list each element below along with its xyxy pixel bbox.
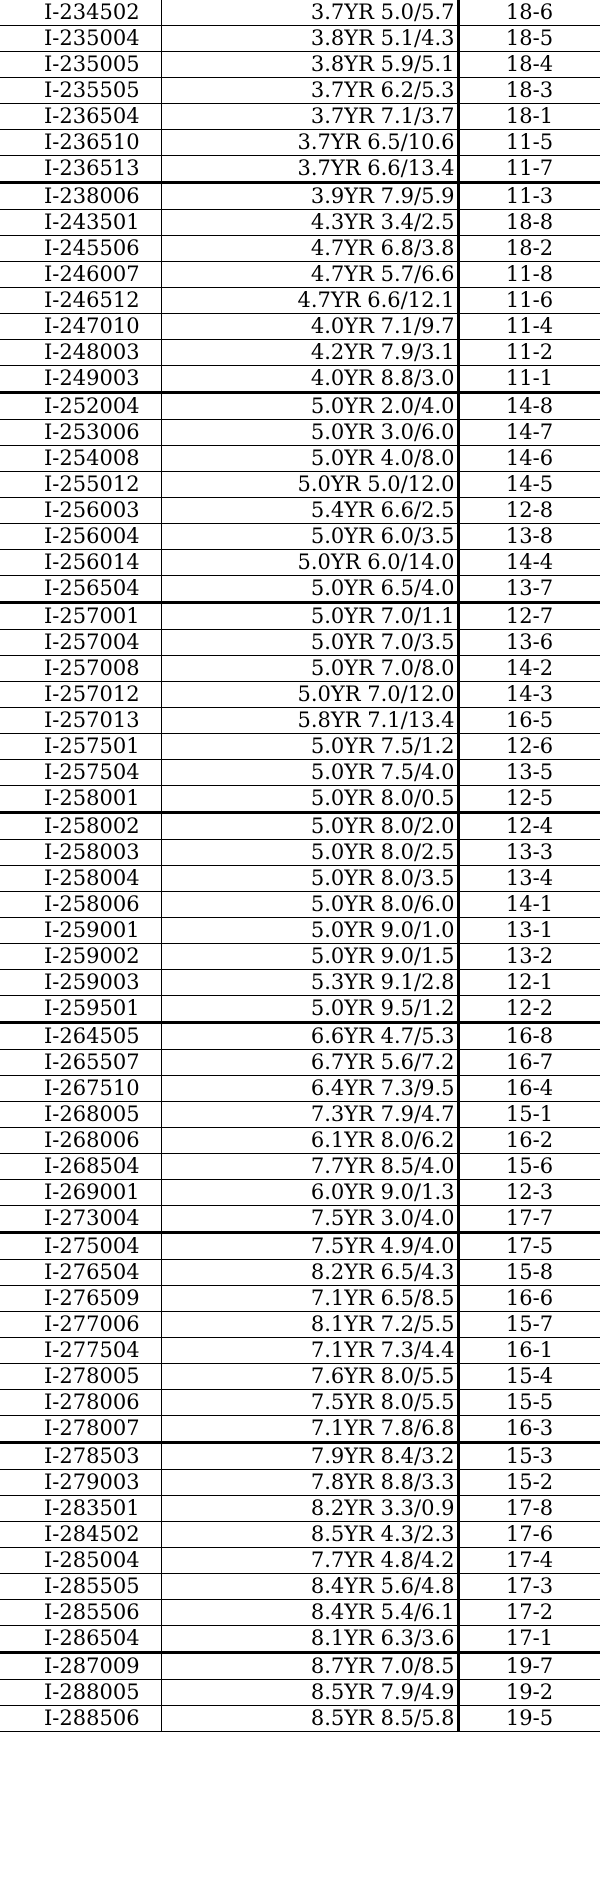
cell-color-code[interactable]: I-259001: [0, 918, 161, 944]
cell-munsell-value[interactable]: 4.7YR 6.8/3.8: [161, 236, 458, 262]
cell-munsell-value[interactable]: 3.8YR 5.1/4.3: [161, 26, 458, 52]
cell-color-code[interactable]: I-265507: [0, 1050, 161, 1076]
cell-color-code[interactable]: I-277006: [0, 1312, 161, 1338]
cell-munsell-value[interactable]: 7.5YR 4.9/4.0: [161, 1233, 458, 1260]
table-row[interactable]: [0, 1626, 600, 1653]
cell-color-code[interactable]: I-278007: [0, 1416, 161, 1443]
cell-position[interactable]: 13-6: [458, 630, 600, 656]
cell-color-code[interactable]: I-275004: [0, 1233, 161, 1260]
table-row[interactable]: [0, 813, 600, 840]
table-row[interactable]: [0, 314, 600, 340]
cell-position[interactable]: 12-3: [458, 1180, 600, 1206]
cell-position[interactable]: 12-8: [458, 498, 600, 524]
cell-munsell-value[interactable]: 5.0YR 3.0/6.0: [161, 420, 458, 446]
cell-munsell-value[interactable]: 5.0YR 9.5/1.2: [161, 996, 458, 1023]
cell-color-code[interactable]: I-246512: [0, 288, 161, 314]
cell-munsell-value[interactable]: 8.1YR 7.2/5.5: [161, 1312, 458, 1338]
cell-munsell-value[interactable]: 7.8YR 8.8/3.3: [161, 1470, 458, 1496]
cell-munsell-value[interactable]: 5.0YR 8.0/6.0: [161, 892, 458, 918]
cell-color-code[interactable]: I-273004: [0, 1206, 161, 1233]
cell-color-code[interactable]: I-247010: [0, 314, 161, 340]
cell-position[interactable]: 11-6: [458, 288, 600, 314]
cell-color-code[interactable]: I-256004: [0, 524, 161, 550]
cell-color-code[interactable]: I-257504: [0, 760, 161, 786]
cell-position[interactable]: 15-2: [458, 1470, 600, 1496]
cell-position[interactable]: 15-5: [458, 1390, 600, 1416]
cell-position[interactable]: 11-1: [458, 366, 600, 393]
cell-color-code[interactable]: I-257008: [0, 656, 161, 682]
cell-position[interactable]: 17-1: [458, 1626, 600, 1653]
cell-position[interactable]: 12-7: [458, 603, 600, 630]
cell-munsell-value[interactable]: 8.2YR 3.3/0.9: [161, 1496, 458, 1522]
cell-color-code[interactable]: I-249003: [0, 366, 161, 393]
cell-color-code[interactable]: I-236510: [0, 130, 161, 156]
cell-position[interactable]: 17-7: [458, 1206, 600, 1233]
table-row[interactable]: [0, 840, 600, 866]
cell-color-code[interactable]: I-258003: [0, 840, 161, 866]
cell-color-code[interactable]: I-235004: [0, 26, 161, 52]
table-row[interactable]: [0, 656, 600, 682]
cell-position[interactable]: 14-2: [458, 656, 600, 682]
table-row[interactable]: [0, 340, 600, 366]
table-row[interactable]: [0, 524, 600, 550]
table-row[interactable]: [0, 1416, 600, 1443]
cell-position[interactable]: 16-7: [458, 1050, 600, 1076]
cell-munsell-value[interactable]: 6.7YR 5.6/7.2: [161, 1050, 458, 1076]
table-row[interactable]: [0, 1364, 600, 1390]
cell-munsell-value[interactable]: 3.7YR 6.5/10.6: [161, 130, 458, 156]
cell-position[interactable]: 11-5: [458, 130, 600, 156]
cell-position[interactable]: 19-5: [458, 1706, 600, 1732]
cell-munsell-value[interactable]: 4.0YR 8.8/3.0: [161, 366, 458, 393]
cell-munsell-value[interactable]: 5.0YR 8.0/2.0: [161, 813, 458, 840]
table-row[interactable]: [0, 210, 600, 236]
cell-munsell-value[interactable]: 4.0YR 7.1/9.7: [161, 314, 458, 340]
cell-color-code[interactable]: I-252004: [0, 393, 161, 420]
cell-munsell-value[interactable]: 5.0YR 6.5/4.0: [161, 576, 458, 603]
table-row[interactable]: [0, 498, 600, 524]
table-row[interactable]: [0, 1574, 600, 1600]
cell-position[interactable]: 17-3: [458, 1574, 600, 1600]
cell-color-code[interactable]: I-276504: [0, 1260, 161, 1286]
cell-munsell-value[interactable]: 7.6YR 8.0/5.5: [161, 1364, 458, 1390]
cell-color-code[interactable]: I-257001: [0, 603, 161, 630]
cell-munsell-value[interactable]: 5.0YR 7.5/1.2: [161, 734, 458, 760]
cell-munsell-value[interactable]: 5.8YR 7.1/13.4: [161, 708, 458, 734]
cell-color-code[interactable]: I-285505: [0, 1574, 161, 1600]
cell-munsell-value[interactable]: 3.8YR 5.9/5.1: [161, 52, 458, 78]
cell-position[interactable]: 13-1: [458, 918, 600, 944]
cell-position[interactable]: 14-5: [458, 472, 600, 498]
table-row[interactable]: [0, 1390, 600, 1416]
cell-munsell-value[interactable]: 8.5YR 8.5/5.8: [161, 1706, 458, 1732]
table-row[interactable]: [0, 1496, 600, 1522]
cell-position[interactable]: 19-2: [458, 1680, 600, 1706]
cell-position[interactable]: 12-1: [458, 970, 600, 996]
cell-color-code[interactable]: I-276509: [0, 1286, 161, 1312]
table-row[interactable]: [0, 550, 600, 576]
cell-color-code[interactable]: I-288005: [0, 1680, 161, 1706]
cell-munsell-value[interactable]: 8.1YR 6.3/3.6: [161, 1626, 458, 1653]
cell-munsell-value[interactable]: 5.0YR 7.0/12.0: [161, 682, 458, 708]
table-row[interactable]: [0, 1076, 600, 1102]
cell-munsell-value[interactable]: 4.2YR 7.9/3.1: [161, 340, 458, 366]
cell-munsell-value[interactable]: 5.0YR 6.0/14.0: [161, 550, 458, 576]
cell-color-code[interactable]: I-255012: [0, 472, 161, 498]
cell-color-code[interactable]: I-256504: [0, 576, 161, 603]
cell-munsell-value[interactable]: 7.5YR 8.0/5.5: [161, 1390, 458, 1416]
cell-munsell-value[interactable]: 8.4YR 5.6/4.8: [161, 1574, 458, 1600]
table-row[interactable]: [0, 734, 600, 760]
cell-color-code[interactable]: I-258006: [0, 892, 161, 918]
cell-munsell-value[interactable]: 8.4YR 5.4/6.1: [161, 1600, 458, 1626]
cell-color-code[interactable]: I-258001: [0, 786, 161, 813]
table-row[interactable]: [0, 262, 600, 288]
table-row[interactable]: [0, 288, 600, 314]
cell-munsell-value[interactable]: 7.7YR 4.8/4.2: [161, 1548, 458, 1574]
cell-color-code[interactable]: I-284502: [0, 1522, 161, 1548]
cell-position[interactable]: 11-8: [458, 262, 600, 288]
cell-color-code[interactable]: I-257013: [0, 708, 161, 734]
table-row[interactable]: [0, 1023, 600, 1050]
cell-position[interactable]: 15-4: [458, 1364, 600, 1390]
table-row[interactable]: [0, 78, 600, 104]
table-row[interactable]: [0, 996, 600, 1023]
table-row[interactable]: [0, 104, 600, 130]
table-row[interactable]: [0, 918, 600, 944]
cell-munsell-value[interactable]: 8.5YR 4.3/2.3: [161, 1522, 458, 1548]
cell-position[interactable]: 12-4: [458, 813, 600, 840]
cell-position[interactable]: 15-3: [458, 1443, 600, 1470]
cell-munsell-value[interactable]: 7.1YR 7.3/4.4: [161, 1338, 458, 1364]
cell-color-code[interactable]: I-258002: [0, 813, 161, 840]
cell-position[interactable]: 17-6: [458, 1522, 600, 1548]
table-row[interactable]: [0, 944, 600, 970]
cell-munsell-value[interactable]: 5.0YR 8.0/2.5: [161, 840, 458, 866]
table-row[interactable]: [0, 0, 600, 26]
cell-munsell-value[interactable]: 6.1YR 8.0/6.2: [161, 1128, 458, 1154]
cell-munsell-value[interactable]: 4.7YR 6.6/12.1: [161, 288, 458, 314]
cell-munsell-value[interactable]: 5.0YR 5.0/12.0: [161, 472, 458, 498]
cell-color-code[interactable]: I-256014: [0, 550, 161, 576]
table-row[interactable]: [0, 603, 600, 630]
table-row[interactable]: [0, 1180, 600, 1206]
cell-position[interactable]: 12-6: [458, 734, 600, 760]
table-row[interactable]: [0, 1233, 600, 1260]
cell-position[interactable]: 18-8: [458, 210, 600, 236]
cell-munsell-value[interactable]: 7.7YR 8.5/4.0: [161, 1154, 458, 1180]
table-row[interactable]: [0, 130, 600, 156]
table-row[interactable]: [0, 1050, 600, 1076]
cell-color-code[interactable]: I-253006: [0, 420, 161, 446]
cell-munsell-value[interactable]: 5.0YR 9.0/1.5: [161, 944, 458, 970]
cell-position[interactable]: 18-3: [458, 78, 600, 104]
table-row[interactable]: [0, 1260, 600, 1286]
cell-position[interactable]: 17-8: [458, 1496, 600, 1522]
cell-position[interactable]: 17-5: [458, 1233, 600, 1260]
cell-position[interactable]: 16-2: [458, 1128, 600, 1154]
cell-color-code[interactable]: I-285506: [0, 1600, 161, 1626]
cell-color-code[interactable]: I-268504: [0, 1154, 161, 1180]
cell-color-code[interactable]: I-238006: [0, 183, 161, 210]
cell-munsell-value[interactable]: 5.0YR 7.0/8.0: [161, 656, 458, 682]
table-row[interactable]: [0, 1312, 600, 1338]
cell-color-code[interactable]: I-279003: [0, 1470, 161, 1496]
cell-position[interactable]: 15-7: [458, 1312, 600, 1338]
cell-position[interactable]: 11-2: [458, 340, 600, 366]
table-row[interactable]: [0, 1286, 600, 1312]
cell-color-code[interactable]: I-287009: [0, 1653, 161, 1680]
cell-munsell-value[interactable]: 5.0YR 7.5/4.0: [161, 760, 458, 786]
table-row[interactable]: [0, 1206, 600, 1233]
cell-position[interactable]: 17-4: [458, 1548, 600, 1574]
cell-position[interactable]: 18-5: [458, 26, 600, 52]
cell-color-code[interactable]: I-268006: [0, 1128, 161, 1154]
table-row[interactable]: [0, 236, 600, 262]
table-row[interactable]: [0, 786, 600, 813]
table-row[interactable]: [0, 472, 600, 498]
table-row[interactable]: [0, 708, 600, 734]
cell-color-code[interactable]: I-277504: [0, 1338, 161, 1364]
table-row[interactable]: [0, 1154, 600, 1180]
cell-position[interactable]: 12-2: [458, 996, 600, 1023]
cell-munsell-value[interactable]: 5.0YR 8.0/0.5: [161, 786, 458, 813]
cell-munsell-value[interactable]: 6.4YR 7.3/9.5: [161, 1076, 458, 1102]
cell-position[interactable]: 16-8: [458, 1023, 600, 1050]
cell-position[interactable]: 15-6: [458, 1154, 600, 1180]
cell-color-code[interactable]: I-264505: [0, 1023, 161, 1050]
cell-munsell-value[interactable]: 3.7YR 7.1/3.7: [161, 104, 458, 130]
cell-munsell-value[interactable]: 7.1YR 6.5/8.5: [161, 1286, 458, 1312]
cell-color-code[interactable]: I-268005: [0, 1102, 161, 1128]
cell-munsell-value[interactable]: 5.3YR 9.1/2.8: [161, 970, 458, 996]
cell-color-code[interactable]: I-267510: [0, 1076, 161, 1102]
cell-munsell-value[interactable]: 7.3YR 7.9/4.7: [161, 1102, 458, 1128]
table-row[interactable]: [0, 1653, 600, 1680]
cell-color-code[interactable]: I-259003: [0, 970, 161, 996]
table-row[interactable]: [0, 446, 600, 472]
cell-position[interactable]: 13-5: [458, 760, 600, 786]
cell-position[interactable]: 18-2: [458, 236, 600, 262]
cell-color-code[interactable]: I-246007: [0, 262, 161, 288]
cell-color-code[interactable]: I-235505: [0, 78, 161, 104]
cell-position[interactable]: 19-7: [458, 1653, 600, 1680]
cell-color-code[interactable]: I-285004: [0, 1548, 161, 1574]
table-row[interactable]: [0, 26, 600, 52]
cell-munsell-value[interactable]: 5.0YR 8.0/3.5: [161, 866, 458, 892]
cell-munsell-value[interactable]: 7.5YR 3.0/4.0: [161, 1206, 458, 1233]
table-row[interactable]: [0, 366, 600, 393]
cell-position[interactable]: 14-7: [458, 420, 600, 446]
cell-color-code[interactable]: I-257012: [0, 682, 161, 708]
table-row[interactable]: [0, 1706, 600, 1732]
table-row[interactable]: [0, 1102, 600, 1128]
table-row[interactable]: [0, 1548, 600, 1574]
cell-color-code[interactable]: I-234502: [0, 0, 161, 26]
cell-munsell-value[interactable]: 5.4YR 6.6/2.5: [161, 498, 458, 524]
cell-color-code[interactable]: I-278006: [0, 1390, 161, 1416]
cell-munsell-value[interactable]: 8.2YR 6.5/4.3: [161, 1260, 458, 1286]
cell-position[interactable]: 17-2: [458, 1600, 600, 1626]
cell-munsell-value[interactable]: 4.3YR 3.4/2.5: [161, 210, 458, 236]
cell-munsell-value[interactable]: 8.7YR 7.0/8.5: [161, 1653, 458, 1680]
cell-color-code[interactable]: I-278005: [0, 1364, 161, 1390]
table-row[interactable]: [0, 630, 600, 656]
cell-position[interactable]: 13-2: [458, 944, 600, 970]
table-row[interactable]: [0, 760, 600, 786]
cell-color-code[interactable]: I-245506: [0, 236, 161, 262]
cell-color-code[interactable]: I-257501: [0, 734, 161, 760]
cell-color-code[interactable]: I-259501: [0, 996, 161, 1023]
cell-color-code[interactable]: I-248003: [0, 340, 161, 366]
cell-munsell-value[interactable]: 8.5YR 7.9/4.9: [161, 1680, 458, 1706]
cell-munsell-value[interactable]: 3.7YR 6.6/13.4: [161, 156, 458, 183]
cell-munsell-value[interactable]: 6.6YR 4.7/5.3: [161, 1023, 458, 1050]
table-row[interactable]: [0, 420, 600, 446]
table-row[interactable]: [0, 866, 600, 892]
cell-munsell-value[interactable]: 5.0YR 7.0/3.5: [161, 630, 458, 656]
cell-munsell-value[interactable]: 5.0YR 9.0/1.0: [161, 918, 458, 944]
cell-munsell-value[interactable]: 5.0YR 2.0/4.0: [161, 393, 458, 420]
table-row[interactable]: [0, 393, 600, 420]
cell-color-code[interactable]: I-258004: [0, 866, 161, 892]
cell-munsell-value[interactable]: 7.9YR 8.4/3.2: [161, 1443, 458, 1470]
table-row[interactable]: [0, 1680, 600, 1706]
cell-position[interactable]: 15-8: [458, 1260, 600, 1286]
cell-position[interactable]: 16-5: [458, 708, 600, 734]
cell-munsell-value[interactable]: 3.9YR 7.9/5.9: [161, 183, 458, 210]
cell-position[interactable]: 18-4: [458, 52, 600, 78]
cell-munsell-value[interactable]: 3.7YR 5.0/5.7: [161, 0, 458, 26]
cell-color-code[interactable]: I-256003: [0, 498, 161, 524]
table-row[interactable]: [0, 892, 600, 918]
cell-position[interactable]: 16-3: [458, 1416, 600, 1443]
cell-position[interactable]: 12-5: [458, 786, 600, 813]
cell-munsell-value[interactable]: 5.0YR 7.0/1.1: [161, 603, 458, 630]
cell-position[interactable]: 13-3: [458, 840, 600, 866]
cell-position[interactable]: 14-6: [458, 446, 600, 472]
cell-position[interactable]: 16-1: [458, 1338, 600, 1364]
cell-position[interactable]: 13-7: [458, 576, 600, 603]
cell-position[interactable]: 13-4: [458, 866, 600, 892]
table-row[interactable]: [0, 1470, 600, 1496]
cell-munsell-value[interactable]: 4.7YR 5.7/6.6: [161, 262, 458, 288]
cell-position[interactable]: 11-4: [458, 314, 600, 340]
cell-munsell-value[interactable]: 6.0YR 9.0/1.3: [161, 1180, 458, 1206]
cell-munsell-value[interactable]: 7.1YR 7.8/6.8: [161, 1416, 458, 1443]
cell-position[interactable]: 11-7: [458, 156, 600, 183]
table-row[interactable]: [0, 156, 600, 183]
cell-position[interactable]: 13-8: [458, 524, 600, 550]
cell-color-code[interactable]: I-269001: [0, 1180, 161, 1206]
cell-munsell-value[interactable]: 5.0YR 4.0/8.0: [161, 446, 458, 472]
cell-color-code[interactable]: I-288506: [0, 1706, 161, 1732]
table-row[interactable]: [0, 1338, 600, 1364]
cell-color-code[interactable]: I-278503: [0, 1443, 161, 1470]
cell-color-code[interactable]: I-235005: [0, 52, 161, 78]
table-row[interactable]: [0, 576, 600, 603]
table-row[interactable]: [0, 682, 600, 708]
cell-position[interactable]: 16-6: [458, 1286, 600, 1312]
table-row[interactable]: [0, 1128, 600, 1154]
cell-position[interactable]: 11-3: [458, 183, 600, 210]
cell-position[interactable]: 14-8: [458, 393, 600, 420]
cell-color-code[interactable]: I-243501: [0, 210, 161, 236]
cell-color-code[interactable]: I-286504: [0, 1626, 161, 1653]
cell-color-code[interactable]: I-283501: [0, 1496, 161, 1522]
table-row[interactable]: [0, 1443, 600, 1470]
cell-position[interactable]: 18-1: [458, 104, 600, 130]
cell-position[interactable]: 14-3: [458, 682, 600, 708]
cell-position[interactable]: 18-6: [458, 0, 600, 26]
cell-position[interactable]: 15-1: [458, 1102, 600, 1128]
table-row[interactable]: [0, 1522, 600, 1548]
cell-color-code[interactable]: I-259002: [0, 944, 161, 970]
cell-munsell-value[interactable]: 5.0YR 6.0/3.5: [161, 524, 458, 550]
table-row[interactable]: [0, 183, 600, 210]
cell-color-code[interactable]: I-257004: [0, 630, 161, 656]
cell-color-code[interactable]: I-236513: [0, 156, 161, 183]
cell-position[interactable]: 14-1: [458, 892, 600, 918]
table-row[interactable]: [0, 970, 600, 996]
cell-position[interactable]: 14-4: [458, 550, 600, 576]
cell-color-code[interactable]: I-236504: [0, 104, 161, 130]
table-row[interactable]: [0, 52, 600, 78]
cell-munsell-value[interactable]: 3.7YR 6.2/5.3: [161, 78, 458, 104]
table-row[interactable]: [0, 1600, 600, 1626]
cell-color-code[interactable]: I-254008: [0, 446, 161, 472]
cell-position[interactable]: 16-4: [458, 1076, 600, 1102]
